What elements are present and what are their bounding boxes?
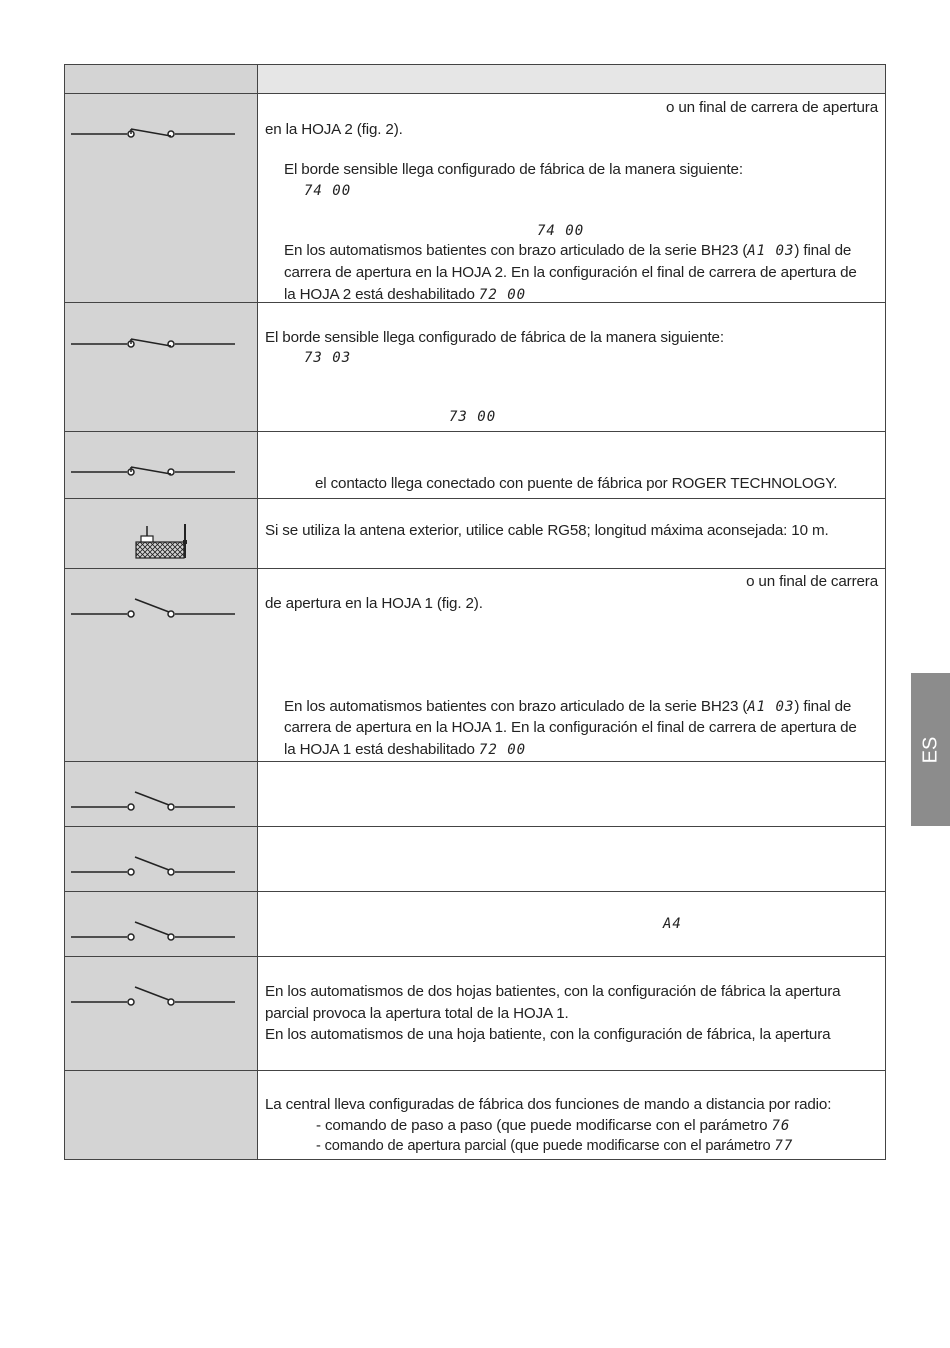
- text-line: - comando de apertura parcial (que puede modificarse con el parámetro 77: [316, 1138, 794, 1154]
- text-line: carrera de apertura en la HOJA 1. En la configuración el final de carrera de apertura de: [284, 719, 857, 736]
- symbol-cell: [65, 94, 258, 302]
- symbol-cell: [65, 827, 258, 891]
- text-line: la HOJA 2 está deshabilitado 72 00: [284, 286, 527, 303]
- symbol-cell: [65, 499, 258, 568]
- text-line: en la HOJA 2 (fig. 2).: [265, 121, 403, 138]
- description-cell: [258, 94, 885, 302]
- parameter-code: 74 00: [537, 223, 585, 239]
- description-cell: [258, 499, 885, 568]
- description-cell: [258, 762, 885, 826]
- text-line: Si se utiliza la antena exterior, utilice cable RG58; longitud máxima aconsejada: 10 m.: [265, 522, 829, 539]
- no-contact-icon: [71, 982, 235, 1012]
- no-contact-icon: [71, 917, 235, 947]
- text-line: En los automatismos batientes con brazo articulado de la serie BH23 (A1 03) final de: [284, 242, 852, 259]
- description-cell: [258, 569, 885, 761]
- table-row: [64, 499, 886, 569]
- table-row: [64, 569, 886, 762]
- description-cell: [258, 957, 885, 1070]
- text-line: - comando de paso a paso (que puede modificarse con el parámetro 76: [316, 1117, 791, 1134]
- description-cell: [258, 892, 885, 956]
- table-row: [64, 1071, 886, 1160]
- symbol-cell: [65, 303, 258, 431]
- text-line: o un final de carrera: [746, 573, 878, 590]
- text-line: El borde sensible llega configurado de fábrica de la manera siguiente:: [265, 329, 724, 346]
- text-line: de apertura en la HOJA 1 (fig. 2).: [265, 595, 483, 612]
- no-contact-icon: [71, 787, 235, 817]
- no-contact-icon: [71, 852, 235, 882]
- symbol-cell: [65, 569, 258, 761]
- symbol-cell: [65, 432, 258, 498]
- symbol-cell: [65, 762, 258, 826]
- table-row: [64, 957, 886, 1071]
- table-row: [64, 762, 886, 827]
- text-line: El borde sensible llega configurado de fábrica de la manera siguiente:: [284, 161, 743, 178]
- text-line: En los automatismos batientes con brazo articulado de la serie BH23 (A1 03) final de: [284, 698, 852, 715]
- antenna-terminal-icon: [135, 522, 189, 560]
- nc-contact-icon: [71, 119, 235, 149]
- text-line: la HOJA 1 está deshabilitado 72 00: [284, 741, 527, 758]
- parameter-code: A4: [663, 916, 682, 932]
- description-cell: [258, 827, 885, 891]
- description-cell: [258, 432, 885, 498]
- table-row: [64, 94, 886, 303]
- text-line: La central lleva configuradas de fábrica dos funciones de mando a distancia por radio:: [265, 1096, 832, 1113]
- header-cell-left: [65, 65, 258, 93]
- table-row: [64, 892, 886, 957]
- parameter-code: 73 00: [449, 409, 497, 425]
- table-row: [64, 432, 886, 499]
- table-row: [64, 303, 886, 432]
- text-line: carrera de apertura en la HOJA 2. En la configuración el final de carrera de apertura de: [284, 264, 857, 281]
- language-tab: [911, 673, 950, 826]
- text-line: En los automatismos de una hoja batiente, con la configuración de fábrica, la apertura: [265, 1026, 831, 1043]
- text-line: En los automatismos de dos hojas batientes, con la configuración de fábrica la apertura: [265, 983, 841, 1000]
- header-cell-right: [258, 65, 885, 93]
- parameter-code: 74 00: [304, 183, 352, 199]
- no-contact-icon: [71, 594, 235, 624]
- symbol-cell: [65, 1071, 258, 1159]
- table-header-row: [64, 64, 886, 94]
- text-line: el contacto llega conectado con puente de fábrica por ROGER TECHNOLOGY.: [315, 475, 838, 492]
- nc-contact-icon: [71, 329, 235, 359]
- text-line: parcial provoca la apertura total de la HOJA 1.: [265, 1005, 569, 1022]
- parameter-code: 73 03: [304, 350, 352, 366]
- symbol-cell: [65, 892, 258, 956]
- text-line: o un final de carrera de apertura: [665, 99, 878, 116]
- description-cell: [258, 303, 885, 431]
- table-row: [64, 827, 886, 892]
- language-tab-label: ES: [919, 736, 941, 763]
- description-cell: [258, 1071, 885, 1159]
- terminal-table: [64, 64, 886, 1160]
- symbol-cell: [65, 957, 258, 1070]
- nc-contact-icon: [71, 457, 235, 487]
